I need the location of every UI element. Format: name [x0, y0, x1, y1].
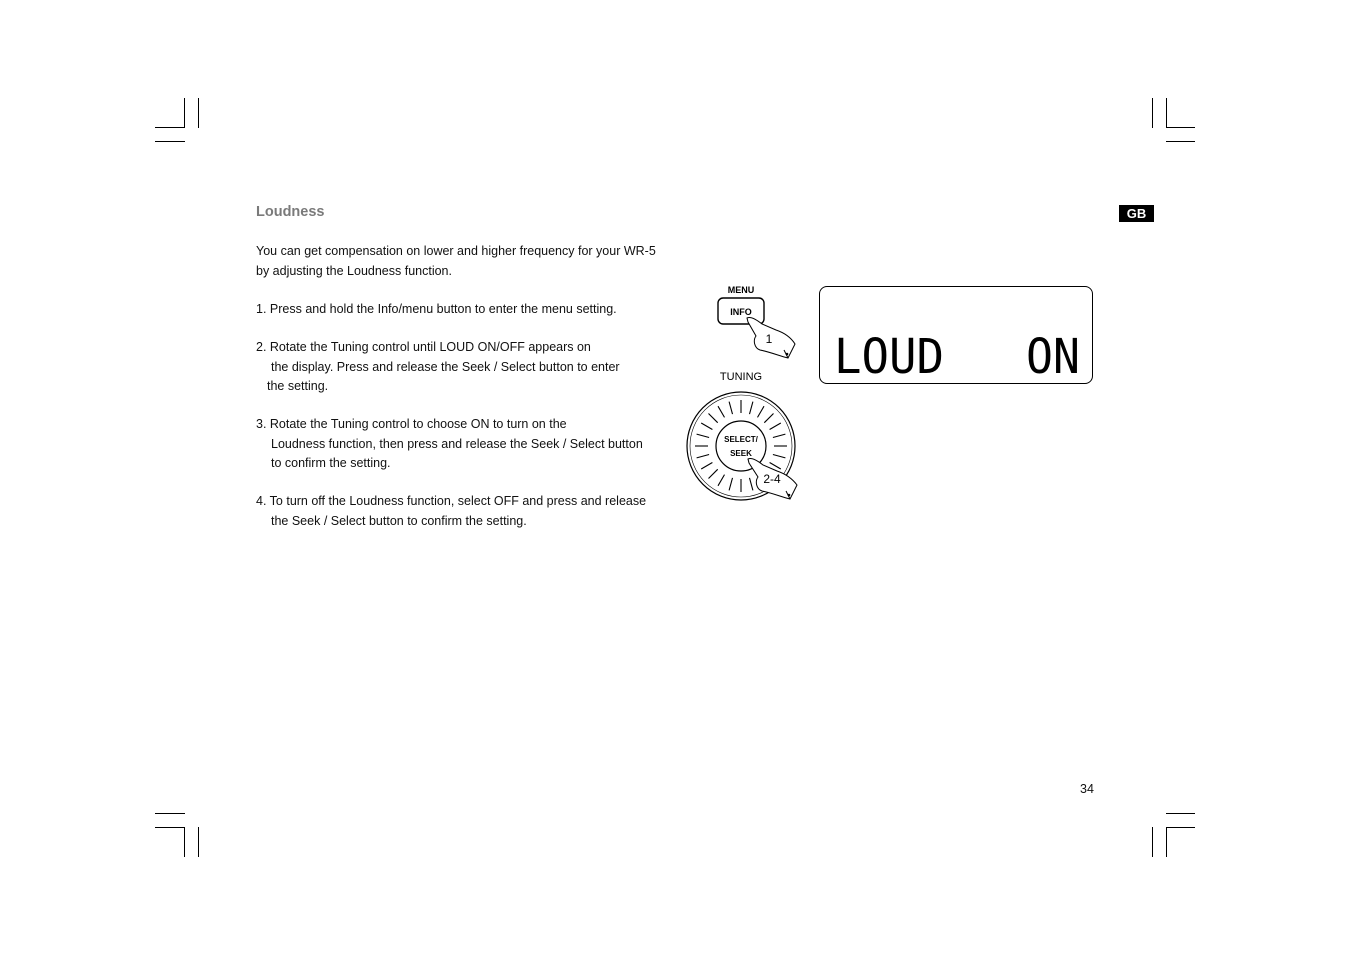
step-line: 4. To turn off the Loudness function, select OFF and press and release — [256, 494, 647, 508]
knob-label-select: SELECT/ — [724, 435, 758, 444]
step-line: 1. Press and hold the Info/menu button to enter the menu setting. — [256, 302, 617, 316]
tuning-label: TUNING — [719, 371, 763, 383]
step-line: the display. Press and release the Seek / Select button to enter — [271, 359, 620, 374]
step-3 — [256, 415, 643, 474]
controls-illustration — [680, 282, 810, 507]
lcd-display — [819, 286, 1093, 384]
step-line: the setting. — [267, 379, 329, 393]
step-line: Loudness function, then press and release the Seek / Select button — [271, 436, 643, 451]
section-title: Loudness — [256, 204, 325, 220]
step-1 — [256, 300, 617, 320]
page-number: 34 — [1080, 782, 1094, 796]
lcd-segments — [820, 287, 1092, 383]
step-line: 2. Rotate the Tuning control until LOUD ON/OFF appears on — [256, 340, 591, 354]
step-2 — [256, 338, 620, 397]
intro-paragraph — [256, 242, 656, 281]
intro-line: You can get compensation on lower and higher frequency for your WR-5 — [256, 244, 656, 258]
step-number-2-4: 2-4 — [763, 472, 781, 486]
info-button-label: INFO — [730, 307, 752, 317]
language-tag: GB — [1119, 205, 1154, 222]
menu-label: MENU — [727, 285, 755, 295]
step-line: to confirm the setting. — [271, 456, 391, 470]
step-number-1: 1 — [765, 332, 773, 346]
step-4 — [256, 492, 646, 531]
lcd-text-loud: LOUD — [834, 329, 944, 383]
intro-line: by adjusting the Loudness function. — [256, 263, 452, 278]
knob-label-seek: SEEK — [730, 449, 752, 458]
lcd-text-on: ON — [1026, 329, 1080, 383]
step-line: 3. Rotate the Tuning control to choose ON to turn on the — [256, 417, 567, 431]
step-line: the Seek / Select button to confirm the setting. — [271, 513, 527, 528]
